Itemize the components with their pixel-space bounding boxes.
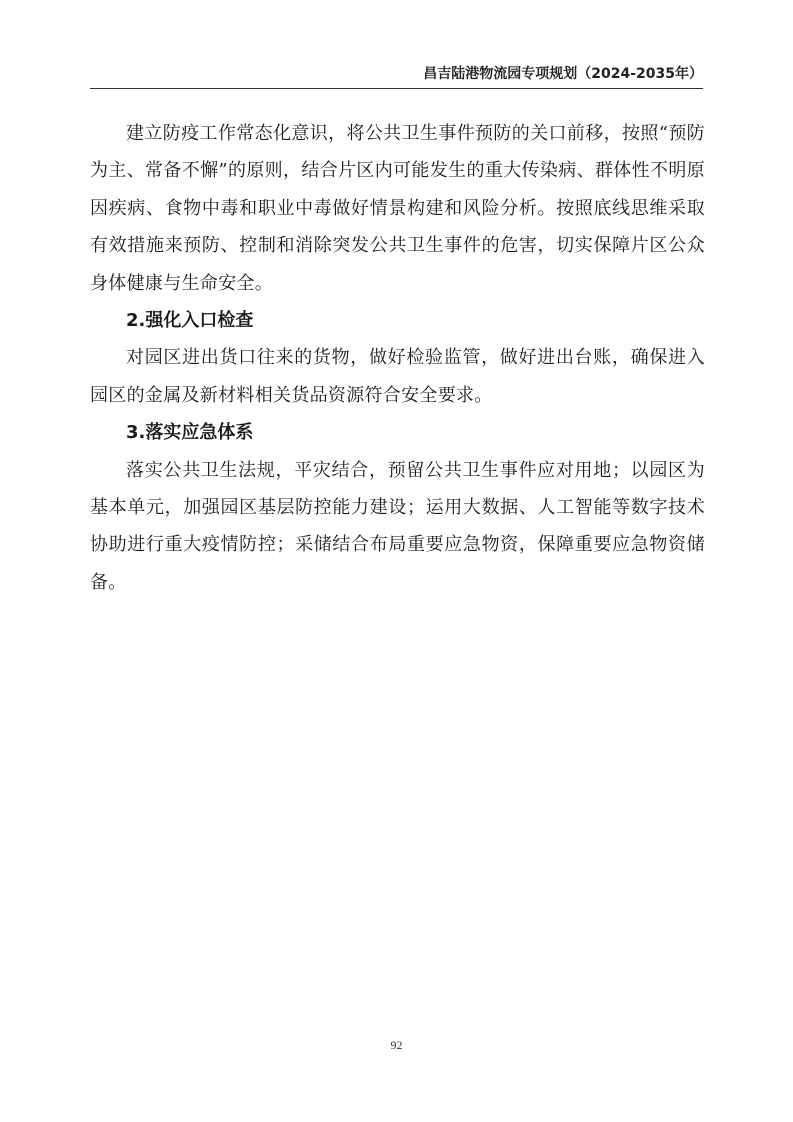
paragraph-emergency-system: 落实公共卫生法规，平灾结合，预留公共卫生事件应对用地；以园区为基本单元，加强园区基层防控能力建设；运用大数据、人工智能等数字技术协助进行重大疫情防控；采储结合布局重要应急物资，保障重要应急物资储备。 [90, 459, 705, 593]
section-heading-emergency-system: 3.落实应急体系 [126, 422, 254, 444]
document-body [90, 115, 705, 601]
section-heading-entry-inspection: 2.强化入口检查 [126, 310, 254, 332]
page-number: 92 [390, 1038, 403, 1052]
header-title: 昌吉陆港物流园专项规划（2024-2035年） [423, 66, 703, 82]
paragraph-epidemic-prevention: 建立防疫工作常态化意识，将公共卫生事件预防的关口前移，按照“预防为主、常备不懈”的原则，结合片区内可能发生的重大传染病、群体性不明原因疾病、食物中毒和职业中毒做好情景构建和风险分析。按照底线思维采取有效措施来预防、控制和消除突发公共卫生事件的危害，切实保障片区公众身体健康与生命安全。 [90, 123, 705, 294]
page-header [90, 58, 703, 89]
paragraph-entry-inspection: 对园区进出货口往来的货物，做好检验监管，做好进出台账，确保进入园区的金属及新材料相关货品资源符合安全要求。 [90, 347, 705, 406]
